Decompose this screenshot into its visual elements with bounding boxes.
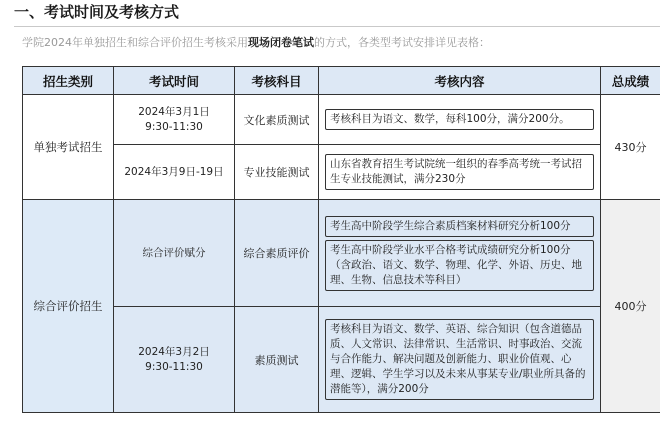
total-score-cell: 430分 xyxy=(601,95,660,200)
subject-cell: 素质测试 xyxy=(235,307,319,413)
table-row xyxy=(23,145,660,200)
intro-prefix: 学院2024年单独招生和综合评价招生考核采用 xyxy=(22,36,248,49)
exam-time-cell xyxy=(114,200,235,307)
exam-time-line1: 2024年3月1日 xyxy=(138,105,210,118)
table-header-row xyxy=(23,67,660,95)
header-total: 总成绩 xyxy=(601,67,660,95)
exam-time-line1: 综合评价赋分 xyxy=(142,246,206,259)
section-title: 一、考试时间及考核方式 xyxy=(14,3,180,21)
header-subject: 考核科目 xyxy=(235,67,319,95)
subject-cell: 文化素质测试 xyxy=(235,95,319,145)
exam-time-cell xyxy=(114,307,235,413)
intro-suffix: 的方式，各类型考试安排详见表格： xyxy=(314,36,490,49)
subject-cell: 综合素质评价 xyxy=(235,200,319,307)
content-cell xyxy=(319,95,601,145)
table-row xyxy=(23,307,660,413)
total-score-cell: 400分 xyxy=(601,200,660,413)
intro-paragraph xyxy=(22,34,490,52)
content-cell xyxy=(319,307,601,413)
exam-schedule-table xyxy=(22,66,660,413)
header-category: 招生类别 xyxy=(23,67,114,95)
exam-time-line1: 2024年3月9日-19日 xyxy=(124,165,224,178)
content-box: 考核科目为语文、数学，每科100分，满分200分。 xyxy=(325,109,594,130)
table-row xyxy=(23,95,660,145)
subject-cell: 专业技能测试 xyxy=(235,145,319,200)
category-cell: 单独考试招生 xyxy=(23,95,114,200)
exam-time-line1: 2024年3月2日 xyxy=(138,345,210,358)
exam-time-cell xyxy=(114,95,235,145)
table-row xyxy=(23,200,660,307)
content-cell xyxy=(319,200,601,307)
exam-time-cell xyxy=(114,145,235,200)
header-content: 考核内容 xyxy=(319,67,601,95)
exam-time-line2: 9:30-11:30 xyxy=(145,360,203,373)
content-box: 考核科目为语文、数学、英语、综合知识（包含道德品质、人文常识、法律常识、生活常识、时事政治、交流与合作能力、解决问题及创新能力、职业价值观、心理、逻辑、学生学习以及未来从事某专业/职业所具备的潜能等），满分200分 xyxy=(325,319,594,400)
content-box: 考生高中阶段学生综合素质档案材料研究分析100分 xyxy=(325,216,594,237)
content-cell xyxy=(319,145,601,200)
content-box: 山东省教育招生考试院统一组织的春季高考统一考试招生专业技能测试，满分230分 xyxy=(325,154,594,190)
intro-bold: 现场闭卷笔试 xyxy=(248,36,314,49)
header-exam-time: 考试时间 xyxy=(114,67,235,95)
content-box: 考生高中阶段学业水平合格考试成绩研究分析100分（含政治、语文、数学、物理、化学、外语、历史、地理、生物、信息技术等科目） xyxy=(325,240,594,291)
exam-time-line2: 9:30-11:30 xyxy=(145,120,203,133)
title-divider xyxy=(14,26,660,27)
category-cell: 综合评价招生 xyxy=(23,200,114,413)
